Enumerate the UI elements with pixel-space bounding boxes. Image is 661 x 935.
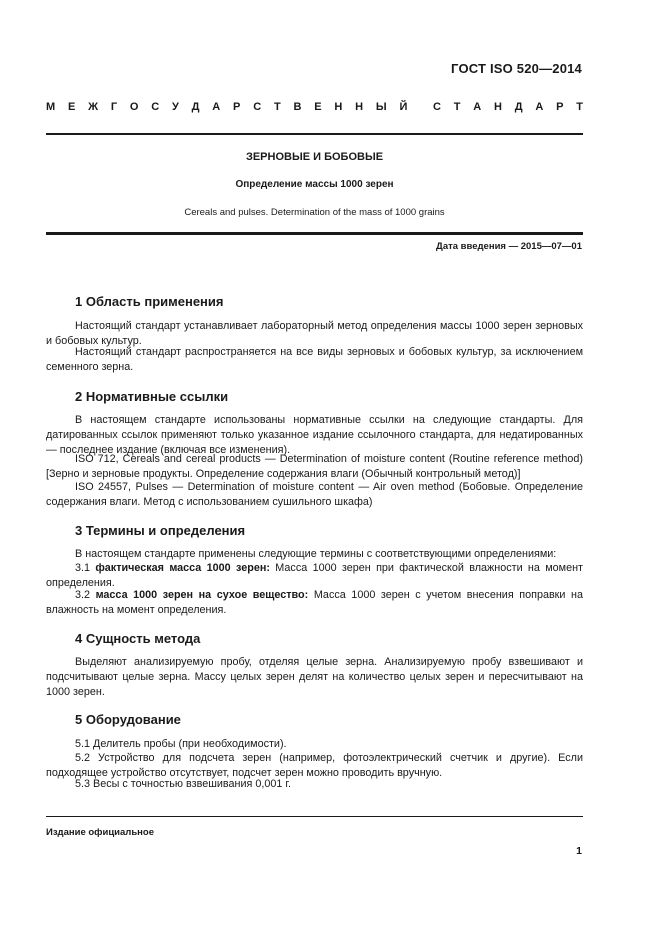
section-2-paragraph-1: В настоящем стандарте использованы нормативные ссылки на следующие стандарты. Для датированных ссылок применяют только указанное издание ссылочного стандарта, для недатированных — последнее издание (включая все изменения).	[46, 414, 583, 456]
banner-letter: Г	[110, 101, 118, 113]
banner-letter: Й	[399, 101, 408, 113]
banner-letter: Н	[334, 101, 343, 113]
interstate-standard-banner	[46, 101, 583, 113]
term-3-1-definition: Масса 1000 зерен при фактической влажности на момент определения.	[46, 562, 583, 589]
section-3-paragraph-1: В настоящем стандарте применены следующие термины с соответствующими определениями:	[75, 548, 557, 560]
term-3-2-number: 3.2	[75, 589, 96, 601]
banner-letter: С	[253, 101, 262, 113]
banner-letter: Р	[556, 101, 564, 113]
title-rule	[46, 232, 583, 235]
banner-letter: М	[46, 101, 56, 113]
section-5-paragraph-1: 5.1 Делитель пробы (при необходимости).	[75, 738, 287, 750]
section-5-paragraph-3: 5.3 Весы с точностью взвешивания 0,001 г.	[75, 778, 291, 790]
term-3-2-definition: Масса 1000 зерен с учетом внесения поправки на влажность на момент определения.	[46, 589, 583, 616]
banner-letter: А	[473, 101, 482, 113]
standard-code: ГОСТ ISO 520—2014	[451, 61, 582, 76]
term-3-1-number: 3.1	[75, 562, 96, 574]
document-subtitle: Определение массы 1000 зерен	[235, 179, 394, 190]
section-1-paragraph-2: Настоящий стандарт распространяется на все виды зерновых и бобовых культур, за исключением семенного зерна.	[46, 346, 583, 373]
banner-letter: А	[535, 101, 544, 113]
section-2-heading: 2 Нормативные ссылки	[75, 389, 229, 404]
header-rule	[46, 133, 583, 135]
banner-letter: Т	[273, 101, 281, 113]
banner-letter: Д	[191, 101, 200, 113]
section-5-heading: 5 Оборудование	[75, 712, 181, 727]
banner-letter: Т	[576, 101, 583, 113]
banner-letter: Е	[314, 101, 322, 113]
term-3-2-term: масса 1000 зерен на сухое вещество:	[95, 589, 309, 601]
section-5-paragraph-2: 5.2 Устройство для подсчета зерен (например, фотоэлектрический счетчик и другие). Если подходящее устройство отсутствует, подсчет зерен можно проводить вручную.	[46, 752, 583, 779]
banner-letter: Ж	[88, 101, 99, 113]
banner-letter: У	[172, 101, 179, 113]
term-3-1-term: фактическая масса 1000 зерен:	[95, 562, 270, 574]
document-title: ЗЕРНОВЫЕ И БОБОВЫЕ	[245, 151, 384, 163]
banner-letter: Т	[453, 101, 461, 113]
banner-letter: Н	[355, 101, 364, 113]
banner-letter: С	[151, 101, 160, 113]
banner-letter: Д	[514, 101, 523, 113]
banner-letter: Н	[493, 101, 502, 113]
introduction-date: Дата введения — 2015—07—01	[436, 241, 582, 252]
section-2-paragraph-3: ISO 24557, Pulses — Determination of moisture content — Air oven method (Бобовые. Определение содержания влаги. Метод с использованием сушильного шкафа)	[46, 481, 583, 508]
section-1-paragraph-1: Настоящий стандарт устанавливает лабораторный метод определения массы 1000 зерен зерновых и бобовых культур.	[46, 320, 583, 347]
banner-letter: В	[293, 101, 302, 113]
section-4-heading: 4 Сущность метода	[75, 631, 201, 646]
section-1-heading: 1 Область применения	[75, 294, 224, 309]
term-3-2	[46, 588, 583, 618]
page-number: 1	[576, 845, 582, 857]
section-4-paragraph-1: Выделяют анализируемую пробу, отделяя целые зерна. Анализируемую пробу взвешивают и подсчитывают целые зерна. Массу целых зерен делят на количество целых зерен и пересчитывают на 1000 зерен.	[46, 656, 583, 698]
footer-rule	[46, 816, 583, 817]
document-title-english: Cereals and pulses. Determination of the mass of 1000 grains	[184, 207, 445, 218]
banner-letter: О	[129, 101, 139, 113]
official-edition-label: Издание официальное	[46, 827, 154, 838]
banner-letter: Е	[67, 101, 76, 113]
banner-letter: А	[212, 101, 221, 113]
banner-letter: Ы	[375, 101, 387, 113]
section-2-paragraph-2: ISO 712, Cereals and cereal products — Determination of moisture content (Routine reference method) [Зерно и зерновые продукты. Определение содержания влаги (Обычный контрольный метод)]	[46, 453, 583, 480]
banner-letter: С	[432, 101, 441, 113]
section-3-heading: 3 Термины и определения	[75, 523, 246, 538]
banner-letter: Р	[233, 101, 241, 113]
term-3-1	[46, 561, 583, 591]
